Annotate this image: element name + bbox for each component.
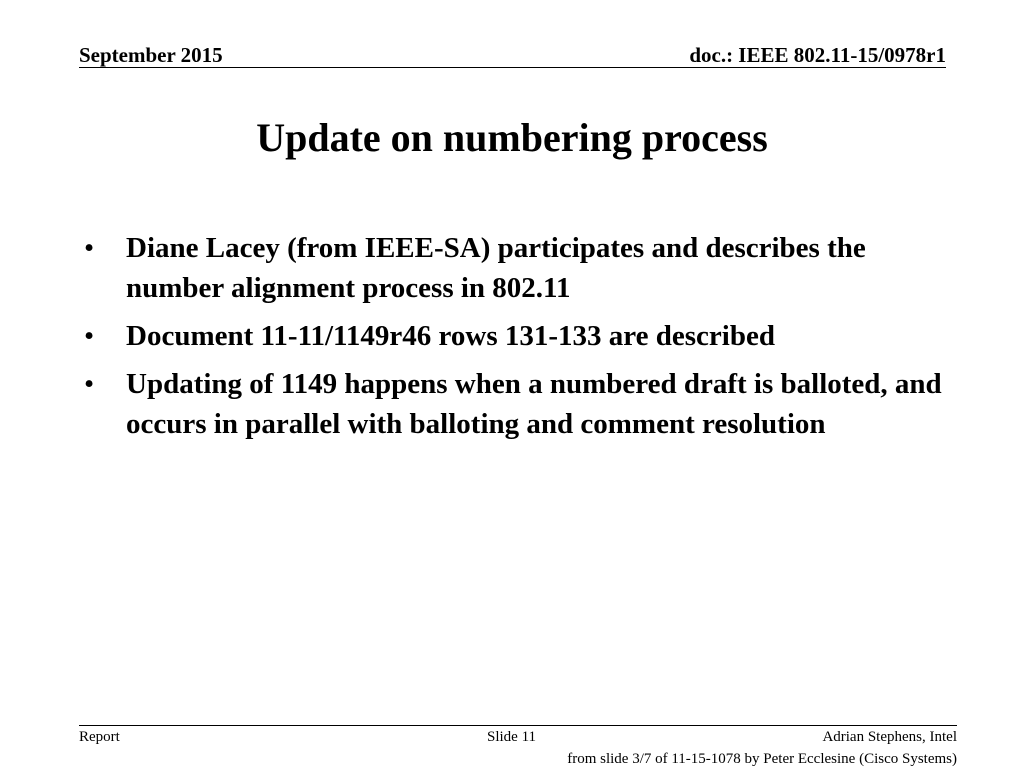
bullet-list xyxy=(84,228,944,452)
footer-slide-number: Slide 11 xyxy=(487,729,537,745)
bullet-item xyxy=(84,316,944,356)
bullet-text: Document 11-11/1149r46 rows 131-133 are described xyxy=(126,320,775,352)
bullet-dot-icon: • xyxy=(84,368,95,400)
header-document-id: doc.: IEEE 802.11-15/0978r1 xyxy=(689,43,946,67)
header-date: September 2015 xyxy=(79,43,223,67)
bullet-dot-icon: • xyxy=(84,232,95,264)
bullet-text: Diane Lacey (from IEEE-SA) participates and describes the number alignment process in 802.11 xyxy=(126,232,866,304)
bullet-item xyxy=(84,228,944,308)
bullet-dot-icon: • xyxy=(84,320,95,352)
footer-author: Adrian Stephens, Intel xyxy=(822,729,957,745)
slide-title: Update on numbering process xyxy=(256,115,768,160)
bullet-text: Updating of 1149 happens when a numbered draft is balloted, and occurs in parallel with balloting and comment resolution xyxy=(126,368,942,440)
footer-divider xyxy=(79,725,957,726)
footer-report-label: Report xyxy=(79,729,120,745)
footer-source-note: from slide 3/7 of 11-15-1078 by Peter Ecclesine (Cisco Systems) xyxy=(567,751,957,767)
header-divider xyxy=(79,67,946,68)
bullet-item xyxy=(84,364,944,444)
